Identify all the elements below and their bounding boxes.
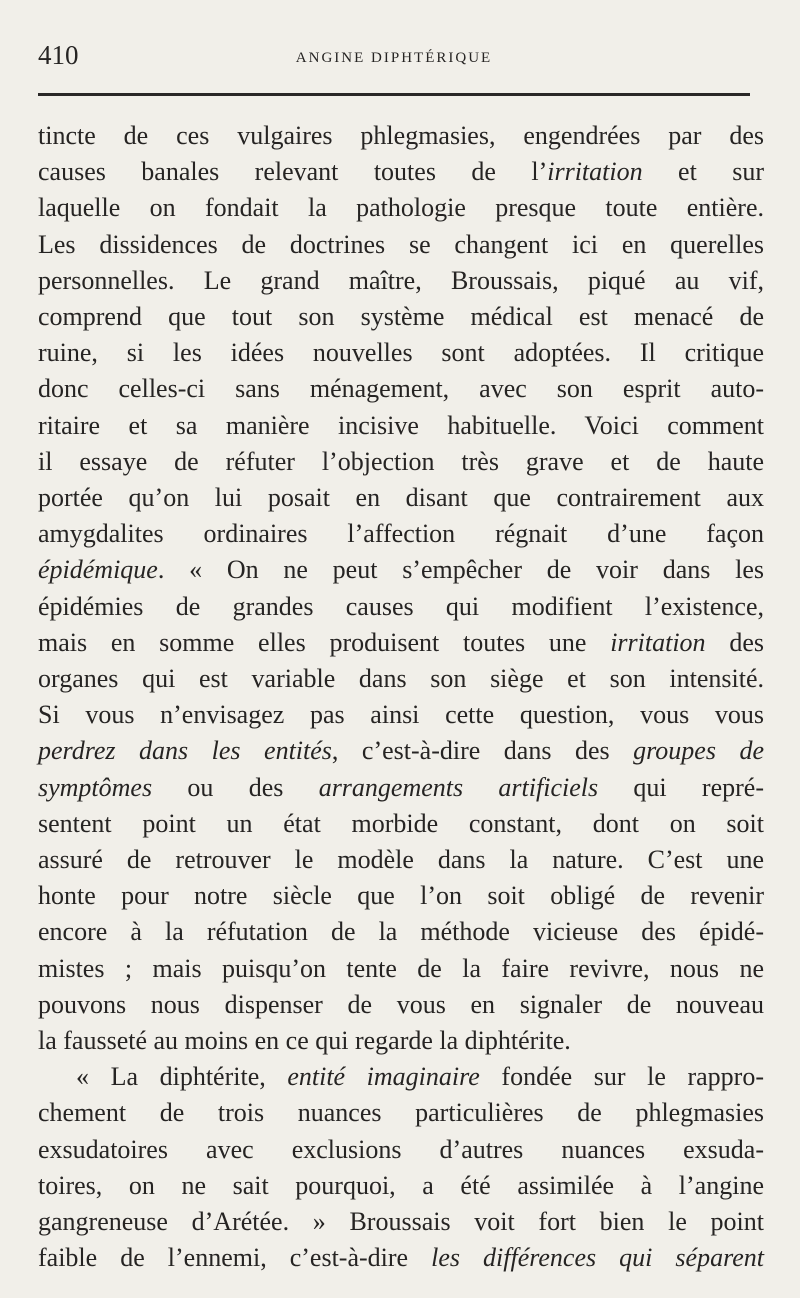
text-segment: donc celles-ci sans ménagement, avec son esprit auto- bbox=[38, 374, 764, 404]
text-segment: épidémies de grandes causes qui modifient l’existence, bbox=[38, 591, 764, 621]
text-segment: ritaire et sa manière incisive habituelle. Voici comment bbox=[38, 410, 764, 440]
text-segment: causes banales relevant toutes de l’ bbox=[38, 157, 548, 187]
text-segment: fondée sur le rappro- bbox=[479, 1062, 764, 1092]
text-line bbox=[38, 1059, 764, 1095]
text-segment: . « On ne peut s’empêcher de voir dans les bbox=[157, 555, 764, 585]
text-line bbox=[38, 806, 764, 842]
italic-text: irritation bbox=[610, 627, 706, 657]
text-segment: qui repré- bbox=[598, 772, 764, 802]
italic-text: arrangements artificiels bbox=[318, 772, 599, 802]
text-segment: chement de trois nuances particulières de phlegmasies bbox=[38, 1098, 764, 1128]
text-line bbox=[38, 987, 764, 1023]
text-line bbox=[38, 1168, 764, 1204]
text-line bbox=[38, 444, 764, 480]
text-segment: mistes ; mais puisqu’on tente de la faire revivre, nous ne bbox=[38, 953, 764, 983]
text-segment: organes qui est variable dans son siège et son intensité. bbox=[38, 664, 764, 694]
text-line bbox=[38, 1240, 764, 1276]
italic-text: perdrez dans les entités bbox=[38, 736, 332, 766]
text-segment: , c’est-à-dire dans des bbox=[331, 736, 634, 766]
text-segment: pouvons nous dispenser de vous en signaler de nouveau bbox=[38, 989, 764, 1019]
text-line bbox=[38, 480, 764, 516]
text-segment: toires, on ne sait pourquoi, a été assimilée à l’angine bbox=[38, 1170, 764, 1200]
text-segment: faible de l’ennemi, c’est-à-dire bbox=[38, 1243, 432, 1273]
text-segment: tincte de ces vulgaires phlegmasies, engendrées par des bbox=[38, 121, 764, 150]
text-segment: la fausseté au moins en ce qui regarde la diphtérite. bbox=[38, 1026, 571, 1056]
text-segment: laquelle on fondait la pathologie presque toute entière. bbox=[38, 193, 764, 223]
text-line bbox=[38, 878, 764, 914]
text-line bbox=[38, 951, 764, 987]
text-segment: personnelles. Le grand maître, Broussais, piqué au vif, bbox=[38, 265, 764, 295]
text-segment: sentent point un état morbide constant, dont on soit bbox=[38, 808, 764, 838]
text-line bbox=[38, 516, 764, 552]
text-segment: amygdalites ordinaires l’affection régnait d’une façon bbox=[38, 519, 764, 549]
body-text bbox=[38, 118, 764, 1277]
text-line bbox=[38, 299, 764, 335]
text-segment: portée qu’on lui posait en disant que contrairement aux bbox=[38, 483, 764, 513]
text-segment: encore à la réfutation de la méthode vicieuse des épidé- bbox=[38, 917, 764, 947]
italic-text: irritation bbox=[547, 157, 643, 187]
italic-text: épidémique bbox=[38, 555, 158, 585]
text-line bbox=[38, 842, 764, 878]
text-segment: ruine, si les idées nouvelles sont adoptées. Il critique bbox=[38, 338, 764, 368]
text-line bbox=[38, 1023, 764, 1059]
text-line bbox=[38, 371, 764, 407]
text-segment: assuré de retrouver le modèle dans la nature. C’est une bbox=[38, 845, 764, 875]
text-line bbox=[38, 625, 764, 661]
text-line bbox=[38, 697, 764, 733]
text-segment: « La diphtérite, bbox=[76, 1062, 288, 1092]
text-segment: des bbox=[705, 627, 764, 657]
text-line bbox=[38, 1095, 764, 1131]
text-segment: honte pour notre siècle que l’on soit obligé de revenir bbox=[38, 881, 764, 911]
text-line bbox=[38, 263, 764, 299]
text-line bbox=[38, 552, 764, 588]
text-segment: mais en somme elles produisent toutes une bbox=[38, 627, 611, 657]
header-rule bbox=[38, 93, 750, 96]
text-line bbox=[38, 335, 764, 371]
text-line bbox=[38, 1132, 764, 1168]
italic-text: les différences qui séparent bbox=[431, 1243, 764, 1273]
text-segment: gangreneuse d’Arétée. » Broussais voit fort bien le point bbox=[38, 1207, 764, 1237]
text-segment: il essaye de réfuter l’objection très grave et de haute bbox=[38, 446, 764, 476]
running-title: ANGINE DIPHTÉRIQUE bbox=[295, 50, 493, 66]
italic-text: symptômes bbox=[38, 772, 153, 802]
text-segment: ou des bbox=[152, 772, 319, 802]
text-line bbox=[38, 733, 764, 769]
italic-text: entité imaginaire bbox=[287, 1062, 480, 1092]
text-line bbox=[38, 190, 764, 226]
text-segment: et sur bbox=[642, 157, 764, 187]
text-line bbox=[38, 770, 764, 806]
page-header bbox=[38, 38, 750, 78]
text-line bbox=[38, 154, 764, 190]
text-segment: Les dissidences de doctrines se changent ici en querelles bbox=[38, 229, 764, 259]
text-line bbox=[38, 914, 764, 950]
italic-text: groupes de bbox=[633, 736, 764, 766]
text-segment: exsudatoires avec exclusions d’autres nuances exsuda- bbox=[38, 1134, 764, 1164]
text-segment: Si vous n’envisagez pas ainsi cette question, vous vous bbox=[38, 700, 764, 730]
text-line bbox=[38, 227, 764, 263]
text-segment: comprend que tout son système médical est menacé de bbox=[38, 302, 764, 332]
page-number: 410 bbox=[38, 40, 79, 70]
text-line bbox=[38, 1204, 764, 1240]
text-line bbox=[38, 118, 764, 154]
text-line bbox=[38, 589, 764, 625]
text-line bbox=[38, 408, 764, 444]
text-line bbox=[38, 661, 764, 697]
